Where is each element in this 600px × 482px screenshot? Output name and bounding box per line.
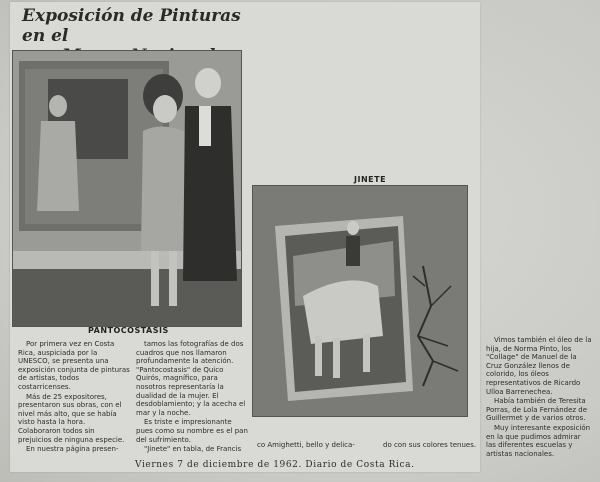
paragraph: tamos las fotografías de dos cuadros que nos llamaron profundamente la atención. "Pantocostasis" de Quico Quirós, magnífico, para nosotros representaría la dualidad de la mujer. El desdoblamiento; y la acecha el mar y la noche.	[136, 340, 246, 417]
paragraph: Es triste e impresionante pues como su nombre es el pan del sufrimiento.	[136, 418, 248, 444]
photo-jinete-graphic	[253, 186, 467, 416]
caption-pantocostasis: PANTOCOSTASIS	[88, 326, 169, 335]
paragraph: Más de 25 expositores, presentaron sus obras, con el nivel más alto, que se había visto hasta la hora. Colaboraron todos sin prejuicios de ninguna especie.	[18, 392, 125, 444]
photo-jinete	[252, 185, 468, 417]
paragraph: Había también de Teresita Porras, de Lola Fernández de Guillermet y de varios otros.	[486, 397, 588, 423]
article-column-2	[136, 340, 248, 455]
article-continuation-right: do con sus colores tenues.	[383, 441, 477, 449]
paragraph: Por primera vez en Costa Rica, auspiciada por la UNESCO, se presenta una exposición conjunta de pinturas de artistas, todos costarricenses.	[18, 340, 130, 391]
headline-line-1: Exposición de Pinturas en el	[22, 6, 241, 46]
photo-pantocostasis	[12, 50, 242, 327]
dateline-footer: Viernes 7 de diciembre de 1962. Diario de Costa Rica.	[135, 460, 415, 470]
paragraph: En nuestra página presen-	[26, 445, 119, 454]
photo-pantocostasis-graphic	[13, 51, 241, 326]
article-column-3	[486, 336, 592, 459]
paragraph: Vimos también el óleo de la hija, de Norma Pinto, los "Collage" de Manuel de la Cruz González llenos de colorido, los óleos representativos de Ricardo Ulloa Barrenechea.	[486, 336, 592, 396]
article-column-1	[18, 340, 130, 455]
article-continuation-left: co Amighetti, bello y delica-	[257, 441, 355, 449]
paragraph: Muy interesante exposición en la que pudimos admirar las diferentes escuelas y artistas nacionales.	[486, 423, 591, 458]
paragraph: "Jinete" en tabla, de Francis	[144, 445, 242, 454]
caption-jinete: JINETE	[354, 175, 387, 184]
